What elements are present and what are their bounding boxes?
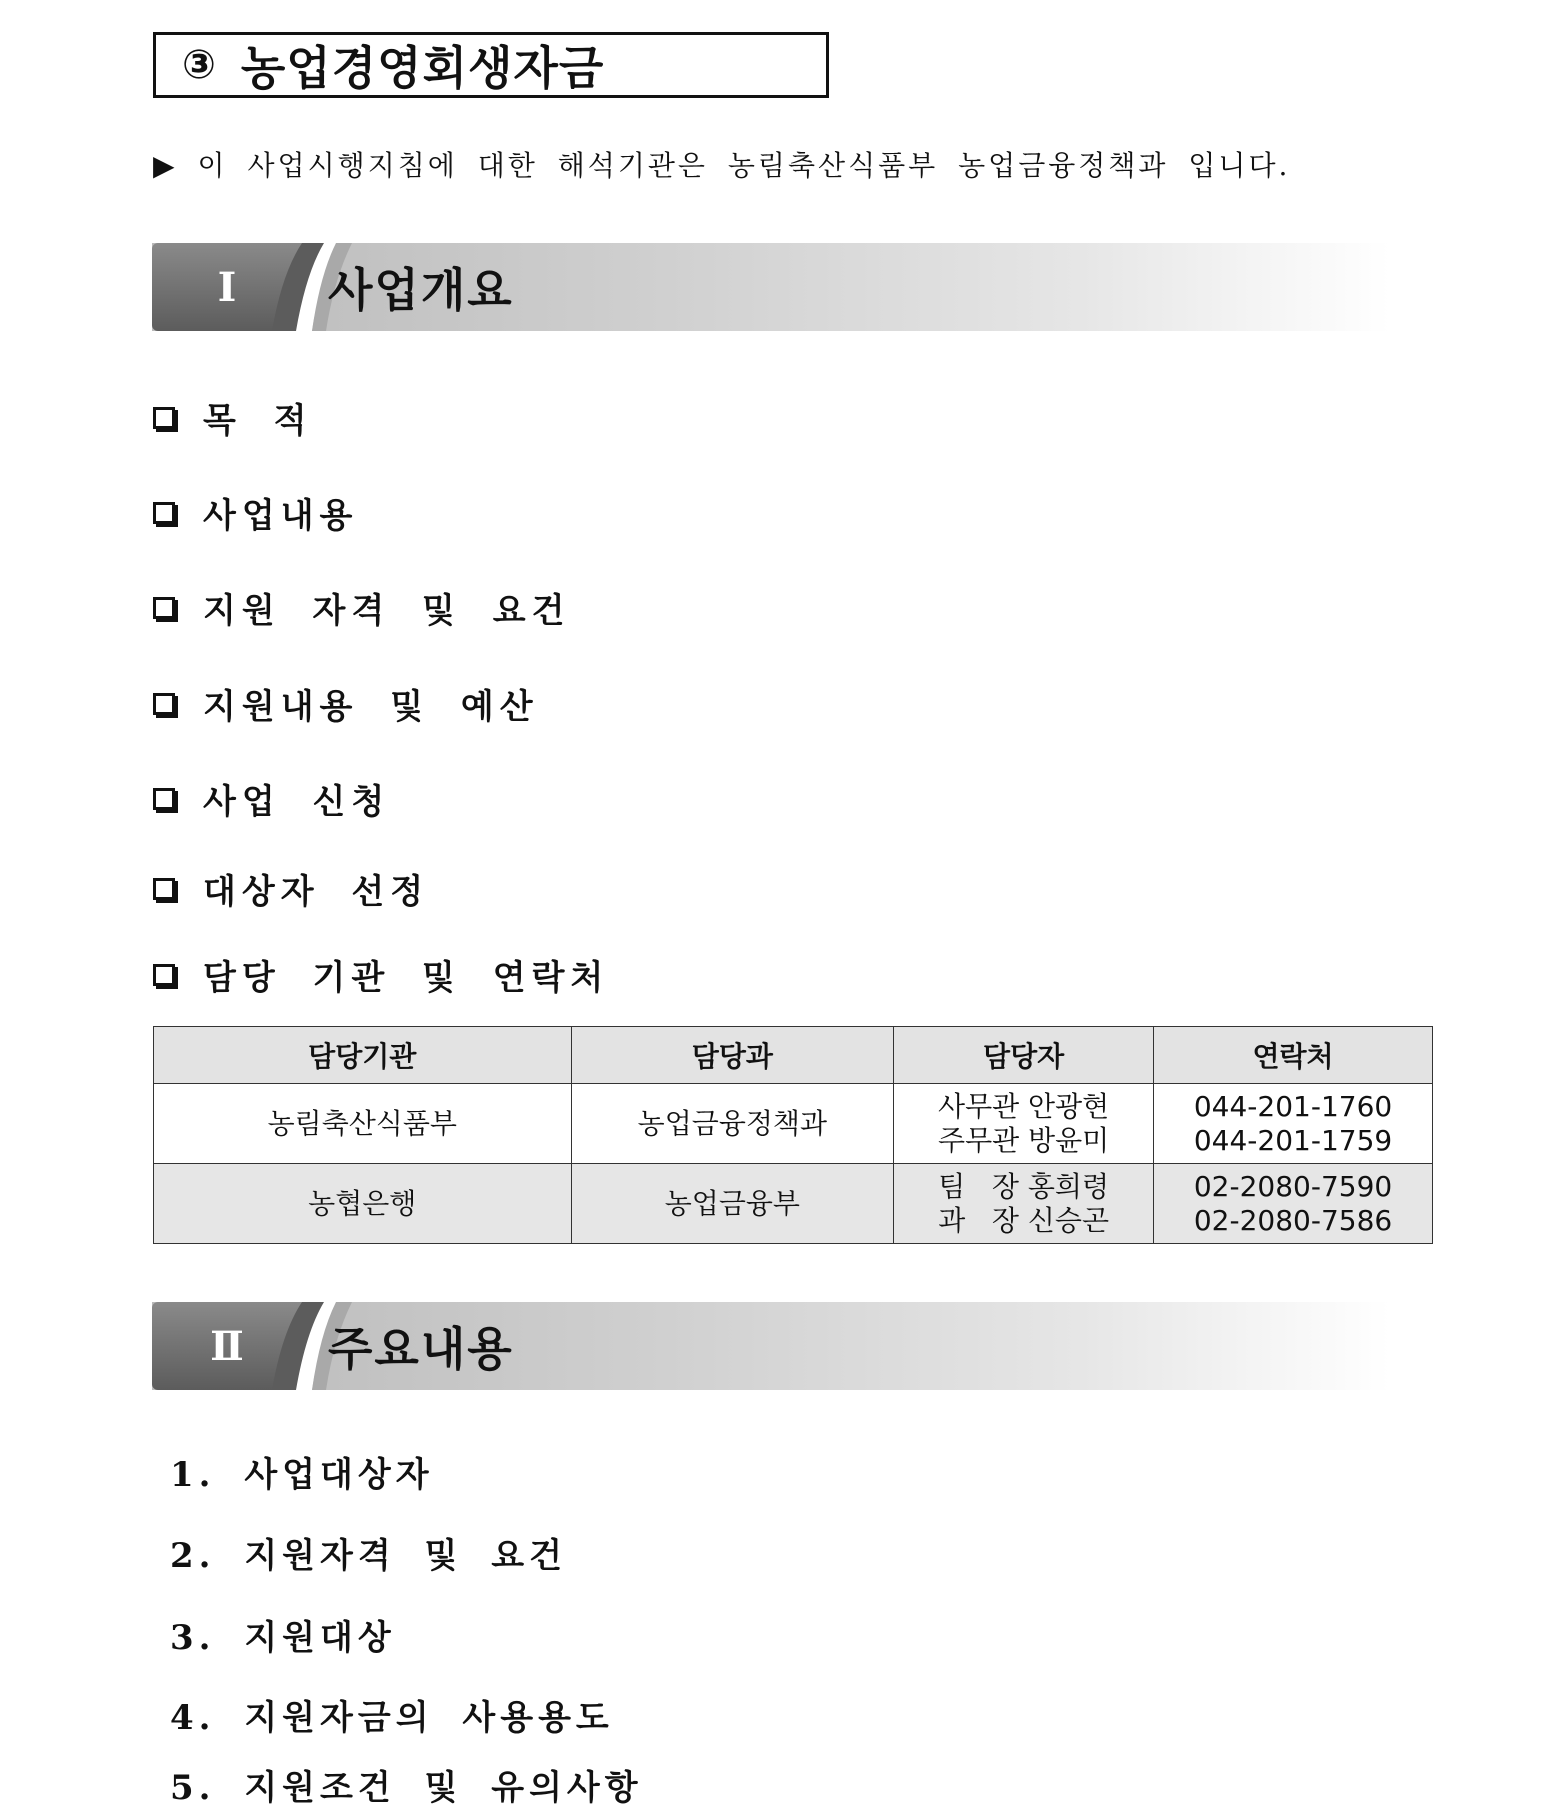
item-eligibility: 2. 지원자격 및 요건 bbox=[170, 1536, 567, 1576]
triangle-bullet-icon: ▶ bbox=[153, 149, 178, 182]
heading-selection: 대상자 선정 bbox=[153, 864, 429, 913]
document-title bbox=[153, 32, 829, 98]
heading-business-content: 사업내용 bbox=[153, 488, 358, 537]
title-text: 농업경영회생자금 bbox=[240, 41, 605, 95]
phone-number: 02-2080-7586 bbox=[1193, 1203, 1393, 1237]
agency-cell: 농협은행 bbox=[154, 1164, 572, 1244]
section-2-header bbox=[152, 1302, 1390, 1390]
header-phone: 연락처 bbox=[1154, 1027, 1433, 1084]
item-fund-usage: 4. 지원자금의 사용용도 bbox=[170, 1698, 614, 1738]
agency-cell: 농림축산식품부 bbox=[154, 1084, 572, 1164]
header-agency: 담당기관 bbox=[154, 1027, 572, 1084]
heading-support-budget: 지원내용 및 예산 bbox=[153, 679, 539, 728]
department-cell: 농업금융부 bbox=[571, 1164, 894, 1244]
interpretation-notice bbox=[153, 144, 1290, 184]
header-department: 담당과 bbox=[571, 1027, 894, 1084]
checkbox-icon bbox=[153, 502, 175, 524]
header-person: 담당자 bbox=[894, 1027, 1154, 1084]
title-number: ③ bbox=[182, 42, 217, 88]
checkbox-icon bbox=[153, 407, 175, 429]
department-cell: 농업금융정책과 bbox=[571, 1084, 894, 1164]
checkbox-icon bbox=[153, 788, 175, 810]
phone-number: 044-201-1760 bbox=[1193, 1089, 1393, 1123]
heading-application: 사업 신청 bbox=[153, 774, 390, 823]
checkbox-icon bbox=[153, 964, 175, 986]
person-name: 과 장 신승곤 bbox=[938, 1203, 1110, 1237]
table-row bbox=[154, 1164, 1433, 1244]
item-target: 1. 사업대상자 bbox=[170, 1455, 434, 1495]
phone-number: 044-201-1759 bbox=[1193, 1123, 1393, 1157]
section-2-roman: Ⅱ bbox=[210, 1322, 244, 1370]
checkbox-icon bbox=[153, 597, 175, 619]
contacts-table bbox=[153, 1026, 1433, 1244]
notice-text: 이 사업시행지침에 대한 해석기관은 농림축산식품부 농업금융정책과 입니다. bbox=[197, 149, 1291, 182]
phone-cell bbox=[1154, 1164, 1433, 1244]
person-name: 주무관 방윤미 bbox=[938, 1123, 1110, 1157]
section-1-roman: Ⅰ bbox=[217, 263, 237, 311]
person-cell bbox=[894, 1084, 1154, 1164]
person-cell bbox=[894, 1164, 1154, 1244]
person-name: 팀 장 홍희령 bbox=[938, 1169, 1110, 1203]
phone-number: 02-2080-7590 bbox=[1193, 1169, 1393, 1203]
checkbox-icon bbox=[153, 693, 175, 715]
phone-cell bbox=[1154, 1084, 1433, 1164]
table-row bbox=[154, 1084, 1433, 1164]
heading-eligibility: 지원 자격 및 요건 bbox=[153, 583, 570, 632]
section-2-title: 주요내용 bbox=[328, 1322, 514, 1376]
section-1-title: 사업개요 bbox=[328, 263, 514, 317]
checkbox-icon bbox=[153, 878, 175, 900]
item-conditions: 5. 지원조건 및 유의사항 bbox=[170, 1768, 643, 1808]
heading-contacts: 담당 기관 및 연락처 bbox=[153, 950, 609, 999]
section-1-header bbox=[152, 243, 1390, 331]
person-name: 사무관 안광현 bbox=[938, 1089, 1110, 1123]
table-header-row bbox=[154, 1027, 1433, 1084]
item-support-target: 3. 지원대상 bbox=[170, 1618, 396, 1658]
heading-purpose: 목 적 bbox=[153, 393, 313, 442]
